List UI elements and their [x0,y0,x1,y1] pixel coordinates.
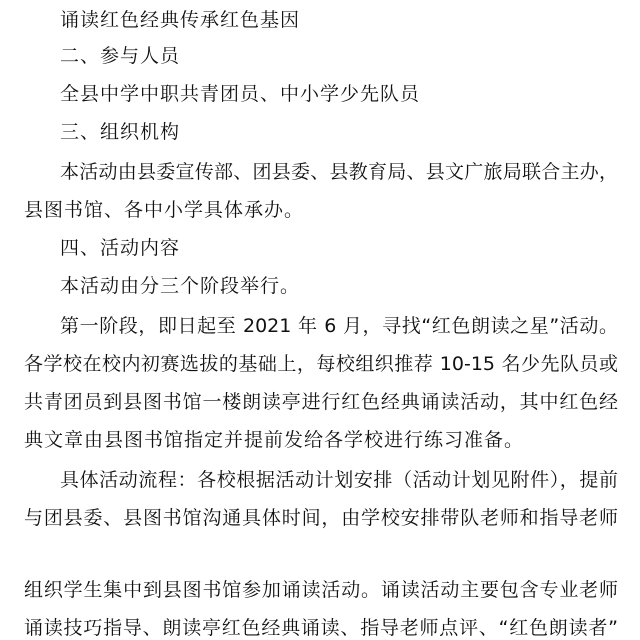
paragraph-process-line-2: 与团县委、县图书馆沟通具体时间，由学校安排带队老师和指导老师 [24,507,618,529]
paragraph-process-line-1: 具体活动流程：各校根据活动计划安排（活动计划见附件），提前 [60,469,618,491]
paragraph-theme: 诵读红色经典传承红色基因 [60,9,301,31]
heading-organization: 三、组织机构 [60,121,181,143]
paragraph-organization-line-2: 县图书馆、各中小学具体承办。 [24,199,305,221]
paragraph-stage-one-line-1: 第一阶段，即日起至 2021 年 6 月，寻找“红色朗读之星”活动。 [60,315,618,337]
paragraph-stage-one-line-3: 共青团员到县图书馆一楼朗读亭进行红色经典诵读活动，其中红色经 [24,391,618,413]
paragraph-process-line-3: 组织学生集中到县图书馆参加诵读活动。诵读活动主要包含专业老师 [24,579,618,601]
paragraph-organization-line-1: 本活动由县委宣传部、团县委、县教育局、县文广旅局联合主办， [60,161,618,183]
paragraph-participants: 全县中学中职共青团员、中小学少先队员 [60,83,421,105]
paragraph-stage-one-line-2: 各学校在校内初赛选拔的基础上，每校组织推荐 10-15 名少先队员或 [24,353,618,375]
paragraph-stages: 本活动由分三个阶段举行。 [60,275,301,297]
paragraph-stage-one-line-4: 典文章由县图书馆指定并提前发给各学校进行练习准备。 [24,429,525,451]
heading-participants: 二、参与人员 [60,45,181,67]
heading-content: 四、活动内容 [60,237,181,259]
paragraph-process-line-4: 诵读技巧指导、朗读亭红色经典诵读、指导老师点评、“红色朗读者” [24,617,618,639]
